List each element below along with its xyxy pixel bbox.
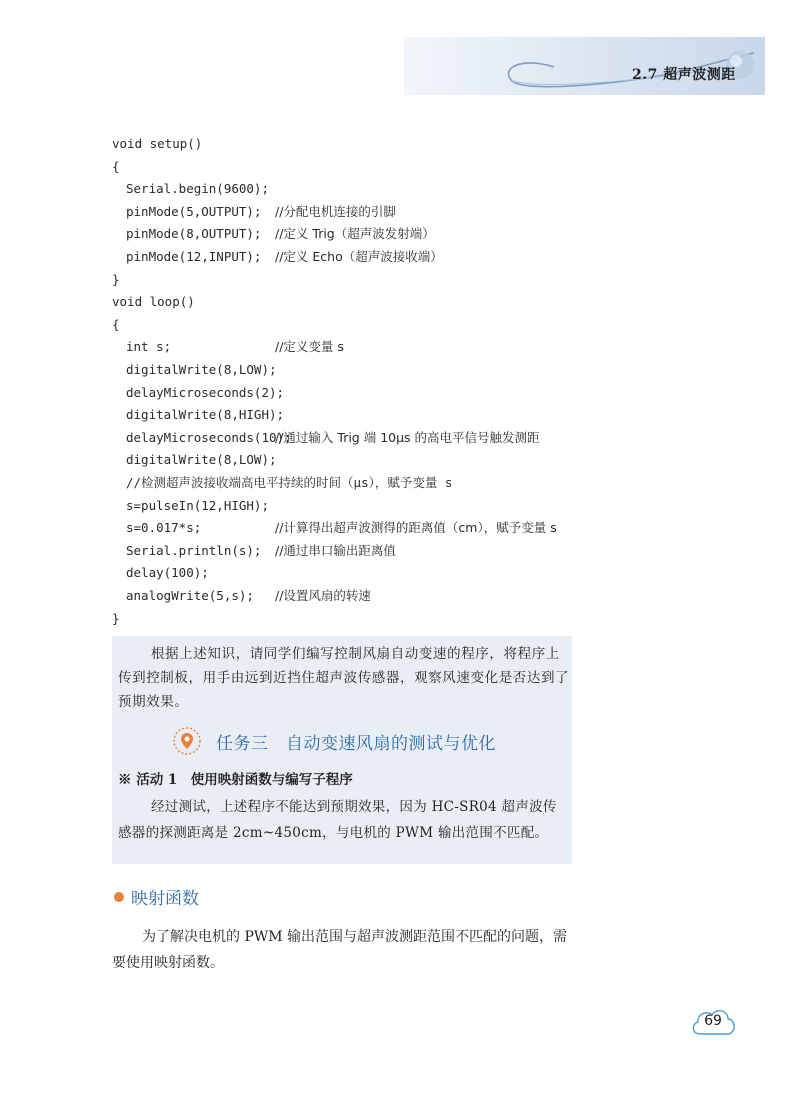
section-bullet-icon — [114, 892, 124, 902]
code-statement: } — [112, 610, 120, 626]
section-title: 映射函数 — [131, 889, 199, 909]
box-paragraph: 根据上述知识，请同学们编写控制风扇自动变速的程序，将程序上传到控制板，用手由远到近挡住超声波传感器，观察风速变化是否达到了预期效果。 — [118, 646, 570, 710]
code-statement: pinMode(12,INPUT); — [126, 249, 262, 264]
code-statement: delayMicroseconds(10); — [126, 429, 292, 445]
page-number-badge — [688, 1004, 738, 1040]
code-statement: analogWrite(5,s); — [126, 588, 254, 603]
code-comment: //定义变量 s — [275, 339, 344, 355]
code-comment: //定义 Echo（超声波接收端） — [275, 249, 443, 264]
code-comment: //计算得出超声波测得的距离值（cm），赋予变量 s — [275, 520, 557, 536]
code-statement: digitalWrite(8,LOW); — [126, 452, 277, 468]
activity-heading: ※ 活动 1 使用映射函数与编写子程序 — [118, 772, 353, 788]
code-statement: } — [112, 271, 120, 287]
code-statement: pinMode(8,OUTPUT); — [126, 226, 262, 242]
code-statement: //检测超声波接收端高电平持续的时间（μs），赋予变量 s — [126, 475, 453, 490]
task-title: 任务三 自动变速风扇的测试与优化 — [216, 734, 496, 754]
code-comment: //通过串口输出距离值 — [275, 542, 396, 558]
page-number: 69 — [704, 1013, 722, 1029]
code-statement: { — [112, 158, 120, 174]
code-statement: { — [112, 316, 120, 332]
chapter-section-title: 2.7 超声波测距 — [632, 67, 736, 83]
code-statement: Serial.begin(9600); — [126, 181, 269, 197]
code-statement: pinMode(5,OUTPUT); — [126, 203, 262, 219]
code-comment: //分配电机连接的引脚 — [275, 203, 396, 219]
location-pin-icon — [172, 726, 202, 756]
code-comment: //定义 Trig（超声波发射端） — [275, 226, 435, 242]
code-statement: Serial.println(s); — [126, 542, 262, 558]
code-statement: delay(100); — [126, 565, 209, 581]
code-statement: void setup() — [112, 136, 203, 151]
code-comment: //通过输入 Trig 端 10μs 的高电平信号触发测距 — [275, 429, 540, 445]
code-statement: digitalWrite(8,LOW); — [126, 362, 277, 377]
code-statement: void loop() — [112, 294, 195, 310]
code-statement: s=0.017*s; — [126, 520, 202, 536]
code-statement: s=pulseIn(12,HIGH); — [126, 497, 269, 513]
section-paragraph: 为了解决电机的 PWM 输出范围与超声波测距范围不匹配的问题，需要使用映射函数。 — [112, 929, 568, 971]
code-comment: //设置风扇的转速 — [275, 588, 371, 603]
code-statement: int s; — [126, 339, 172, 355]
box-paragraph-2: 经过测试，上述程序不能达到预期效果，因为 HC-SR04 超声波传感器的探测距离是 2cm~450cm，与电机的 PWM 输出范围不匹配。 — [118, 799, 557, 841]
code-statement: digitalWrite(8,HIGH); — [126, 407, 285, 423]
code-statement: delayMicroseconds(2); — [126, 384, 285, 400]
